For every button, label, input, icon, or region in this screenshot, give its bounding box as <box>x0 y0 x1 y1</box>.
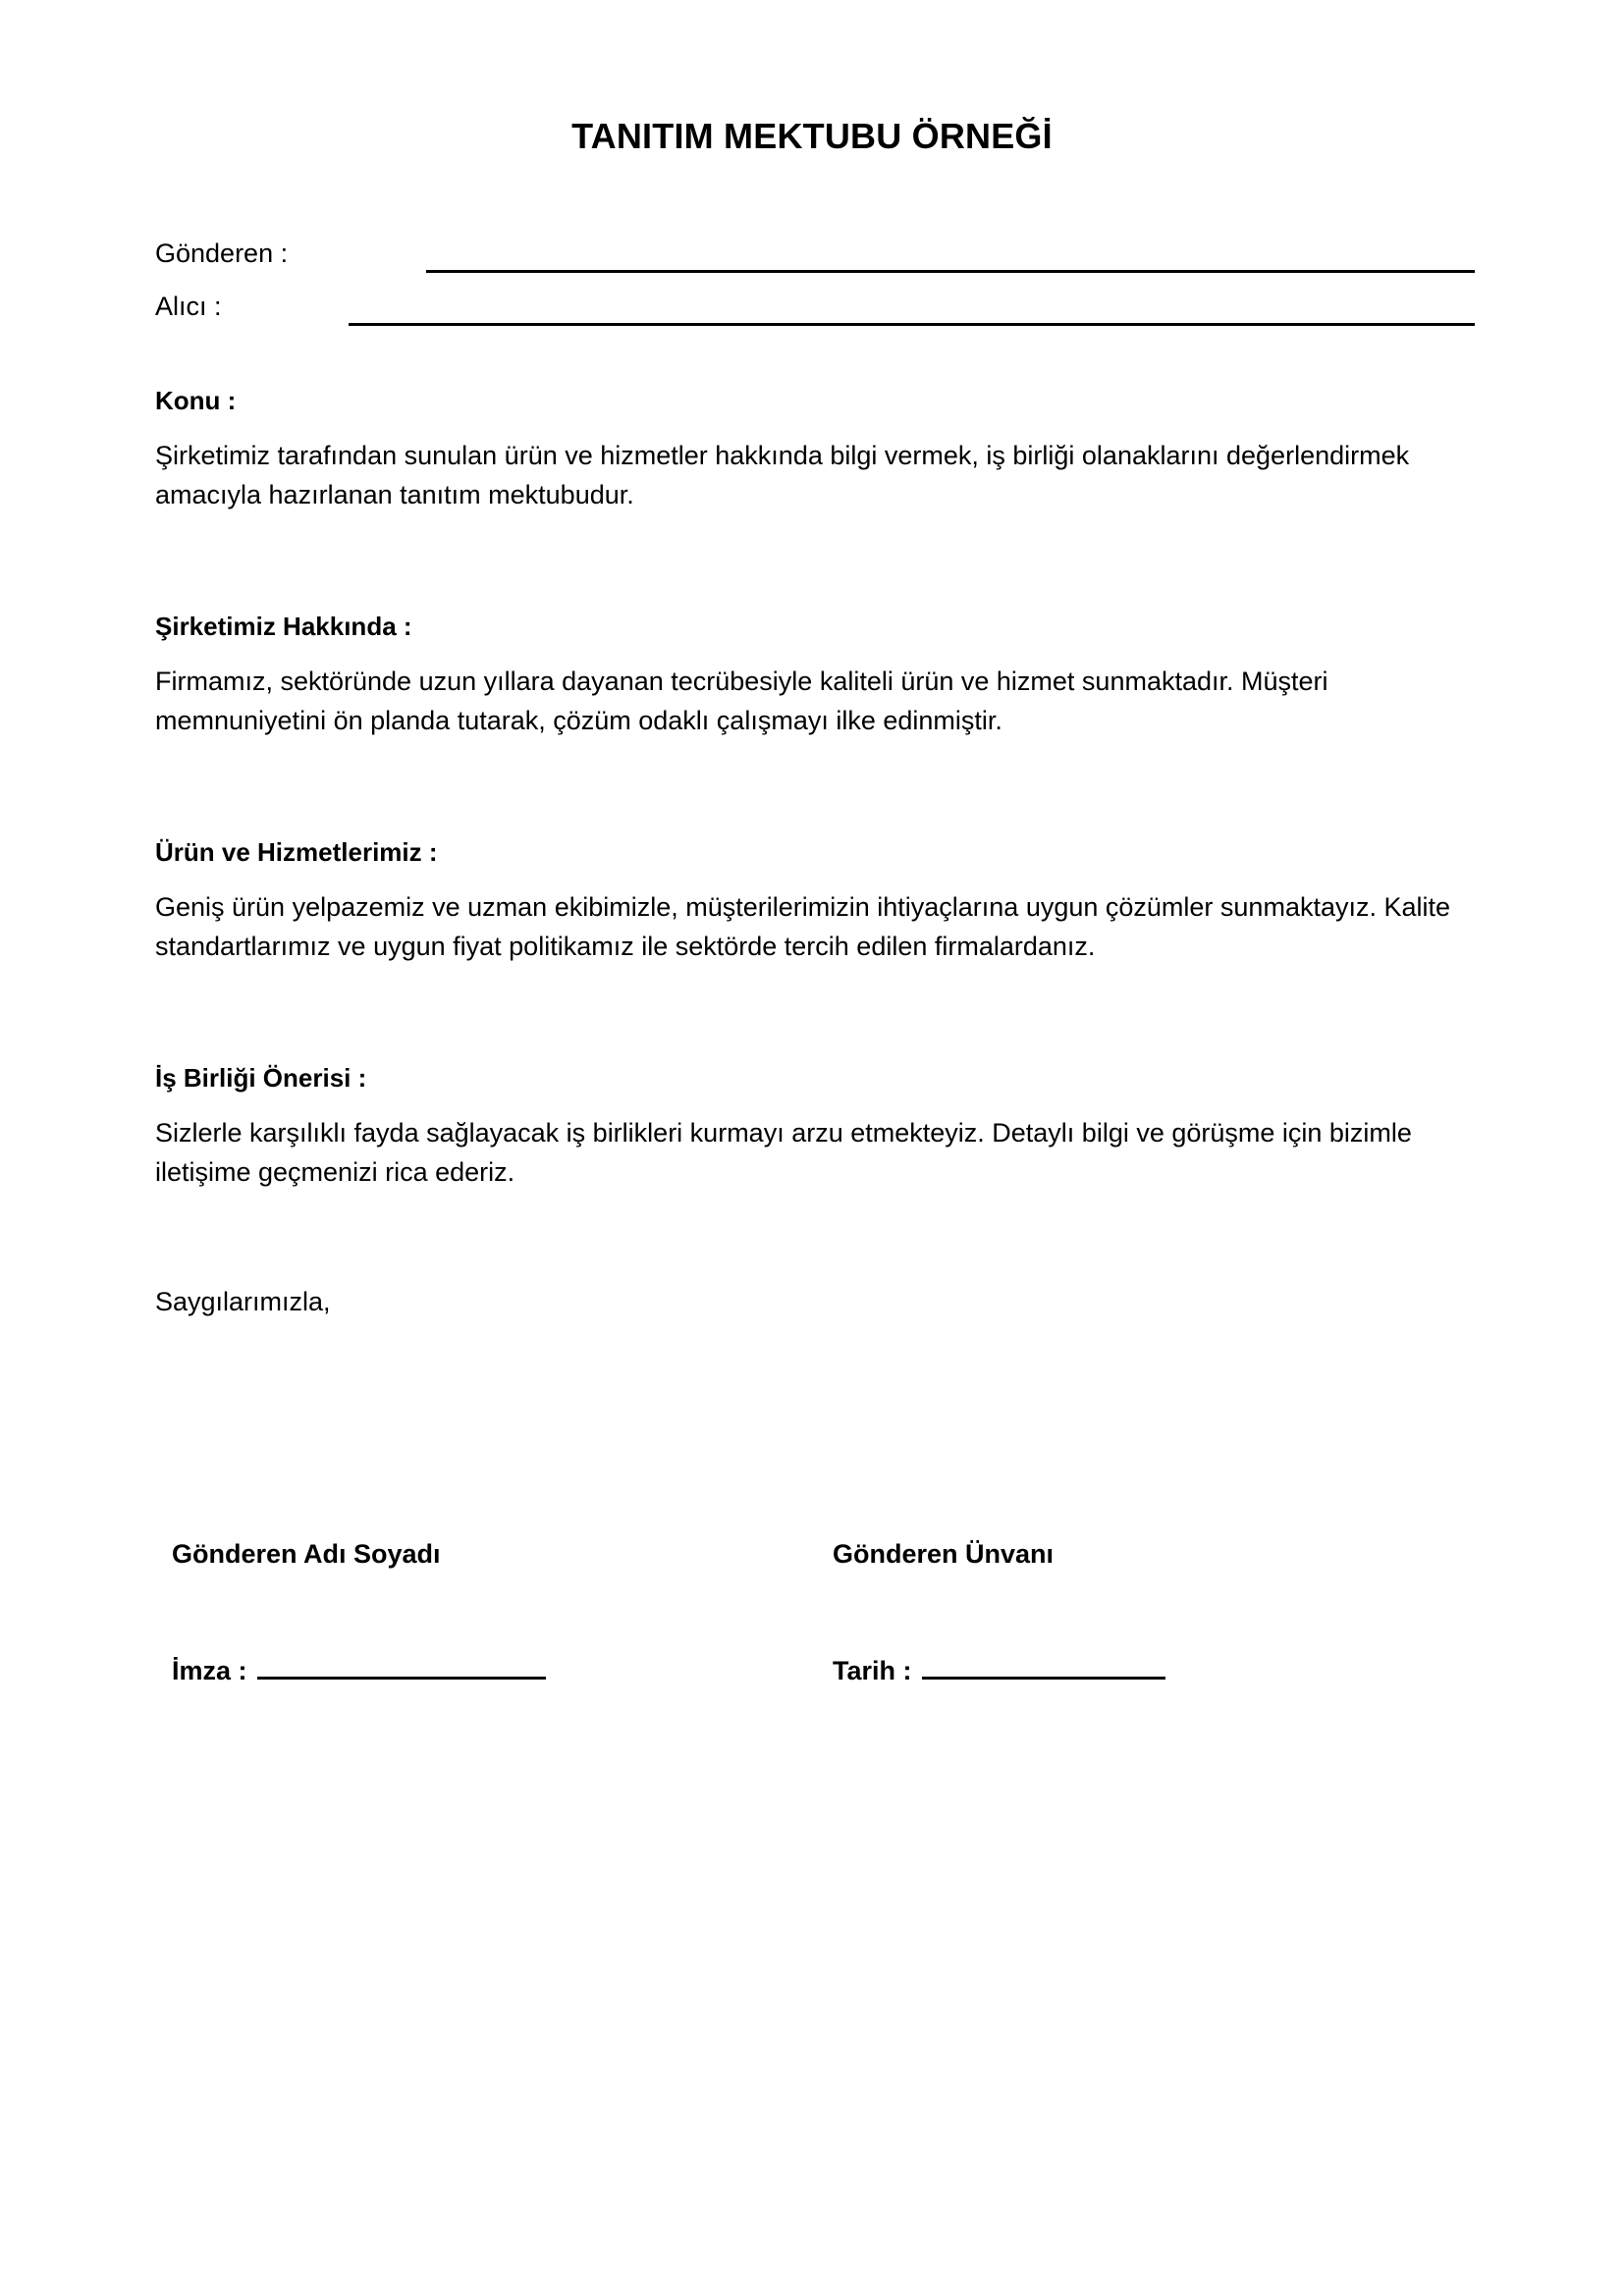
section-heading-cooperation-proposal: İş Birliği Önerisi : <box>155 1063 367 1093</box>
section-heading-products-services: Ürün ve Hizmetlerimiz : <box>155 837 438 867</box>
sender-name-label: Gönderen Adı Soyadı <box>172 1539 441 1569</box>
section-body-cooperation-proposal: Sizlerle karşılıklı fayda sağlayacak iş birlikleri kurmayı arzu etmekteyiz. Detaylı bilgi ve görüşme için bizimle iletişime geçmenizi rica ederiz. <box>155 1118 1412 1187</box>
section-heading-subject: Konu : <box>155 386 237 415</box>
sender-title-label: Gönderen Ünvanı <box>833 1539 1055 1569</box>
recipient-label: Alıcı : <box>155 292 222 321</box>
document-title: TANITIM MEKTUBU ÖRNEĞİ <box>571 116 1053 156</box>
section-body-about-company: Firmamız, sektöründe uzun yıllara dayanan tecrübesiyle kaliteli ürün ve hizmet sunmaktadır. Müşteri memnuniyetini ön planda tutarak, çözüm odaklı çalışmayı ilke edinmiştir. <box>155 667 1328 735</box>
section-body-products-services: Geniş ürün yelpazemiz ve uzman ekibimizle, müşterilerimizin ihtiyaçlarına uygun çözümler sunmaktayız. Kalite standartlarımız ve uygun fiyat politikamız ile sektörde tercih edilen firmalardanız. <box>155 892 1451 961</box>
sender-field-row <box>155 234 1475 273</box>
sender-label: Gönderen : <box>155 239 289 268</box>
signature-field <box>172 1651 546 1690</box>
closing-salutation: Saygılarımızla, <box>155 1287 331 1316</box>
section-subject <box>155 383 1471 514</box>
date-label: Tarih : <box>833 1656 912 1685</box>
recipient-input-line[interactable] <box>349 323 1475 326</box>
signature-label: İmza : <box>172 1656 247 1685</box>
date-input-line[interactable] <box>922 1651 1165 1680</box>
recipient-field-row <box>155 287 1475 326</box>
section-cooperation-proposal <box>155 1060 1471 1192</box>
sender-input-line[interactable] <box>426 270 1475 273</box>
date-field <box>833 1651 1165 1690</box>
section-about-company <box>155 609 1471 740</box>
section-body-subject: Şirketimiz tarafından sunulan ürün ve hizmetler hakkında bilgi vermek, iş birliği olanaklarını değerlendirmek amacıyla hazırlanan tanıtım mektubudur. <box>155 441 1410 509</box>
signature-input-line[interactable] <box>257 1651 546 1680</box>
section-products-services <box>155 834 1471 966</box>
section-heading-about-company: Şirketimiz Hakkında : <box>155 612 412 641</box>
